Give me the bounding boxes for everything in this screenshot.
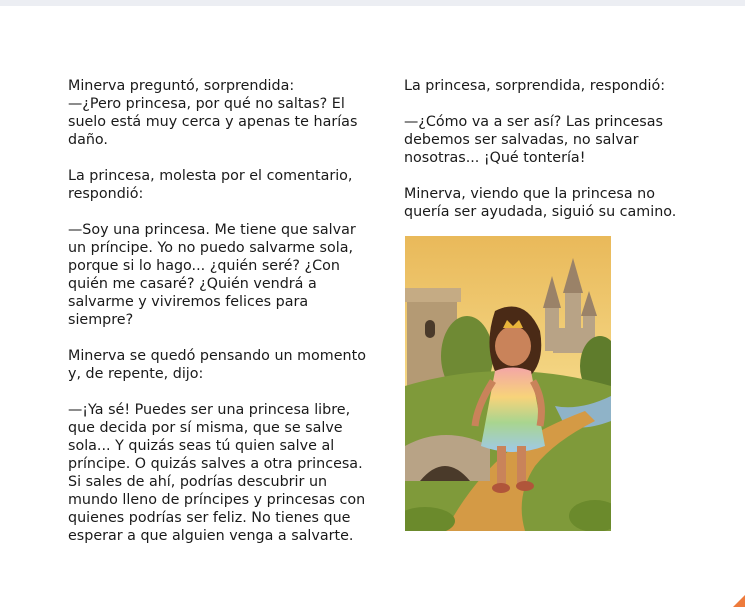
stone-bridge	[405, 435, 490, 481]
top-bar	[0, 0, 745, 6]
paragraph: Minerva preguntó, sorprendida: —¿Pero princesa, por qué no saltas? El suelo está muy cerca y apenas te harías daño.	[68, 78, 358, 148]
paragraph: —¿Cómo va a ser así? Las princesas debemos ser salvadas, no salvar nosotras... ¡Qué tontería!	[404, 114, 663, 166]
right-text-column	[404, 77, 704, 239]
corner-accent	[733, 595, 745, 607]
paragraph: —¡Ya sé! Puedes ser una princesa libre, que decida por sí misma, que se salve sola... Y quizás seas tú quien salve al príncipe. O quizás salves a otra princesa. Si sales de ahí, podrías descubrir un mundo lleno de príncipes y princesas con quienes podrías ser feliz. No tienes que esperar a que alguien venga a salvarte.	[68, 402, 366, 544]
paragraph: La princesa, molesta por el comentario, respondió:	[68, 168, 353, 202]
left-text-column	[68, 77, 376, 563]
paragraph: La princesa, sorprendida, respondió:	[404, 78, 666, 94]
story-illustration	[405, 236, 611, 531]
paragraph: Minerva, viendo que la princesa no quería ser ayudada, siguió su camino.	[404, 186, 677, 220]
paragraph: Minerva se quedó pensando un momento y, de repente, dijo:	[68, 348, 366, 382]
paragraph: —Soy una princesa. Me tiene que salvar un príncipe. Yo no puedo salvarme sola, porque si lo hago... ¿quién seré? ¿Con quién me casaré? ¿Quién vendrá a salvarme y viviremos felices para siempre?	[68, 222, 356, 328]
